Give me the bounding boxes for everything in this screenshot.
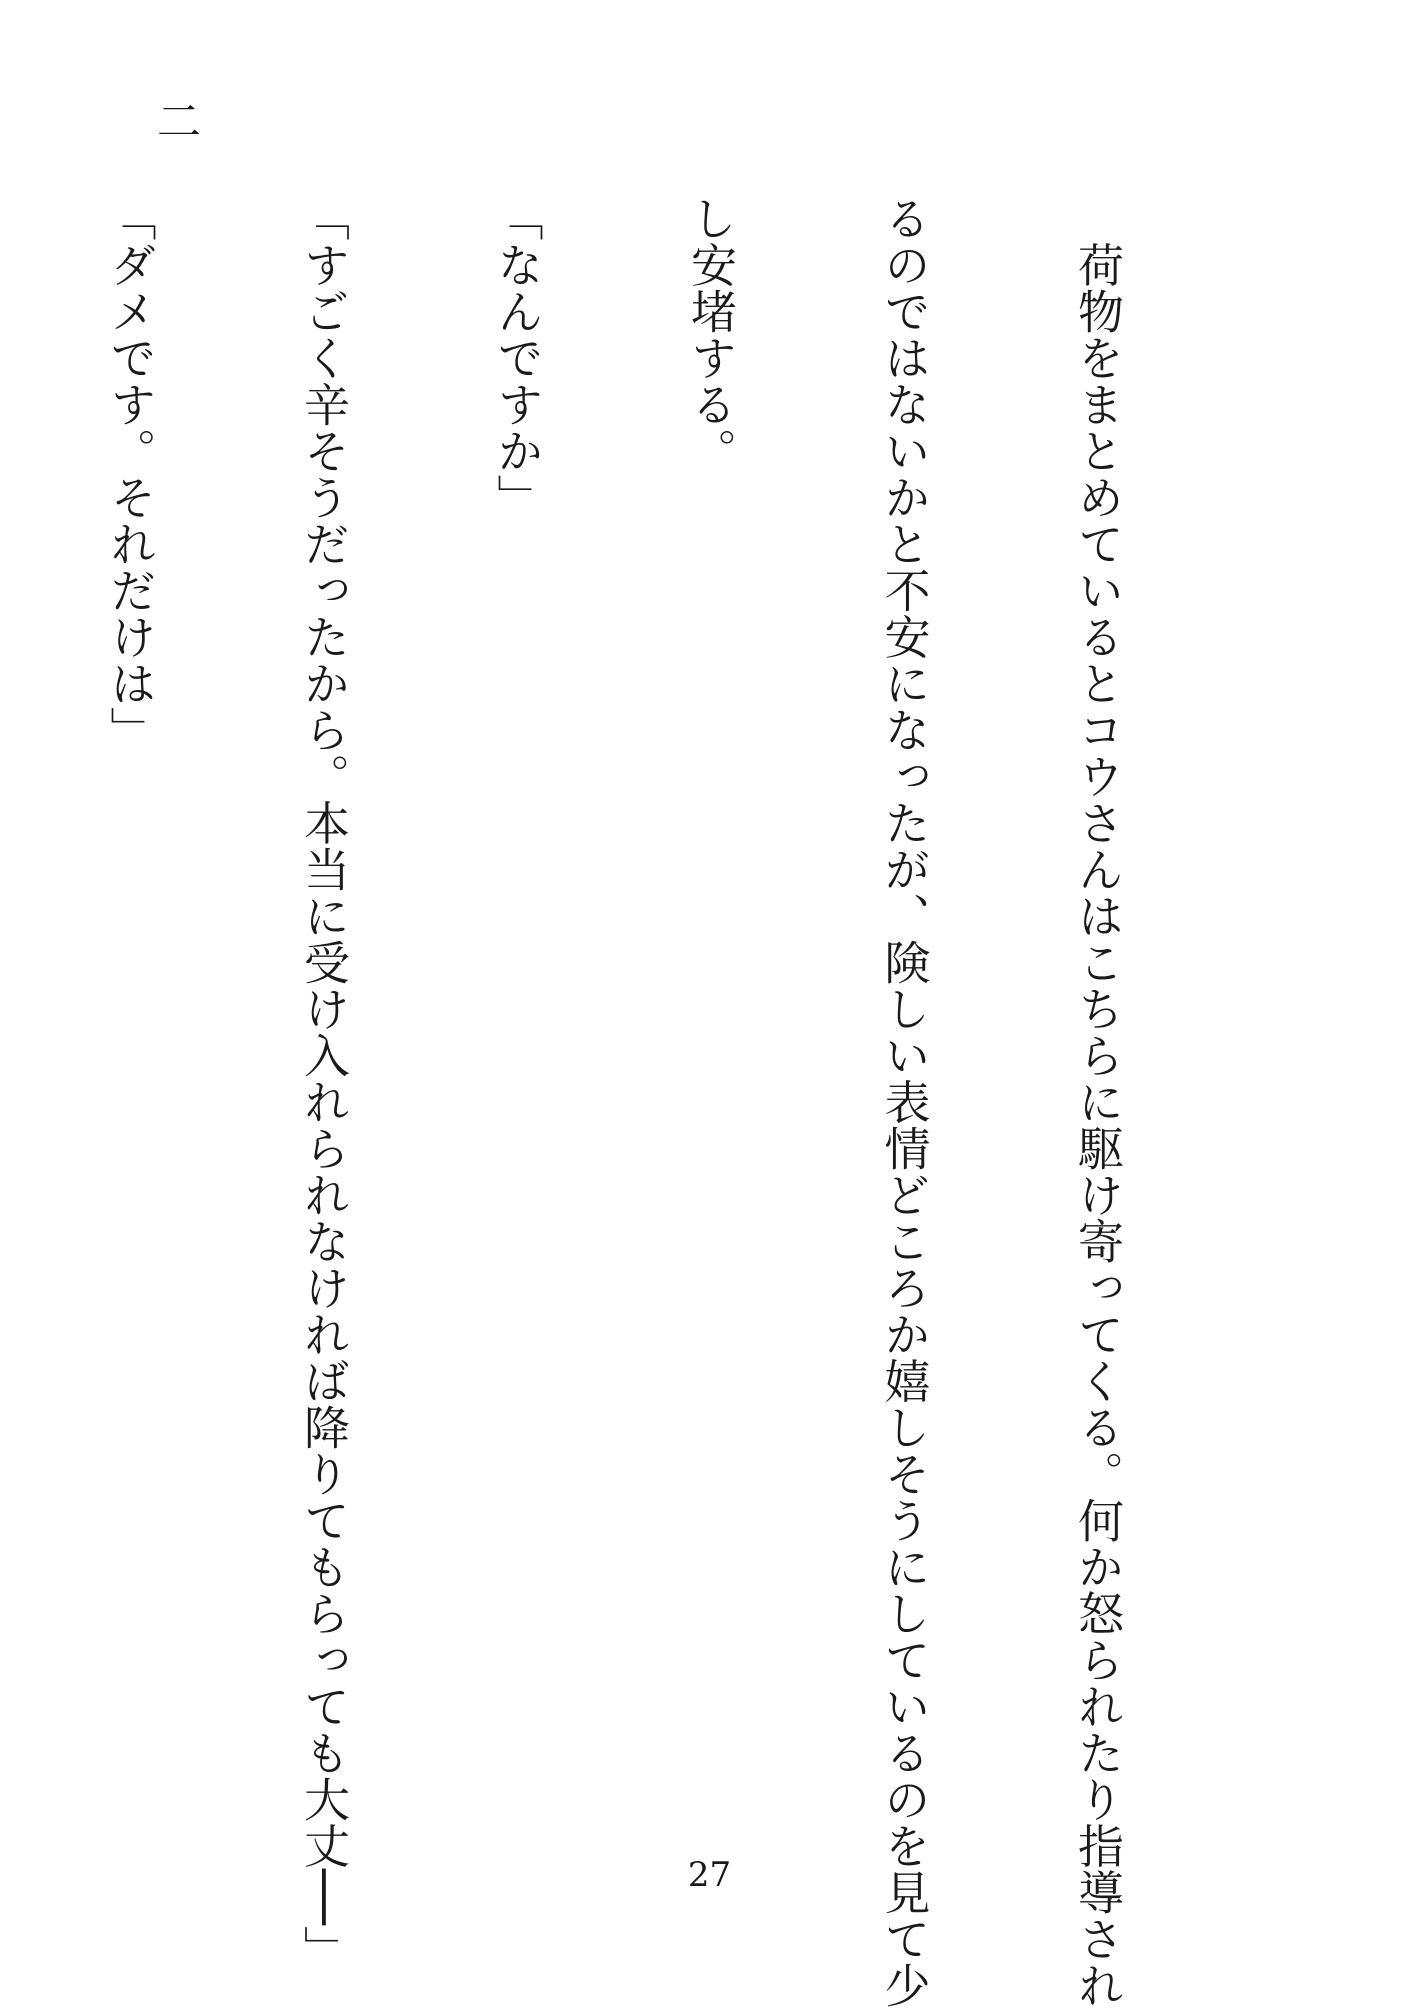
page-number: 27 (687, 1855, 732, 1895)
text-line: 「なんですか」 (490, 195, 545, 521)
text-line: るのではないかと不安になったが、険しい表情どころか嬉しそうにしているのを見て少 (877, 195, 932, 2009)
text-line: 「ダメです。それだけは」 (103, 195, 158, 753)
text-line: 「すごく辛そうだったから。本当に受け入れられなければ降りてもらっても大丈──」 (297, 195, 351, 1972)
text-line: 荷物をまとめているとコウさんはこちらに駆け寄ってくる。何か怒られたり指導され (1071, 195, 1125, 2009)
chapter-heading: 二 (149, 98, 200, 142)
text-line: し安堵する。 (684, 195, 738, 474)
